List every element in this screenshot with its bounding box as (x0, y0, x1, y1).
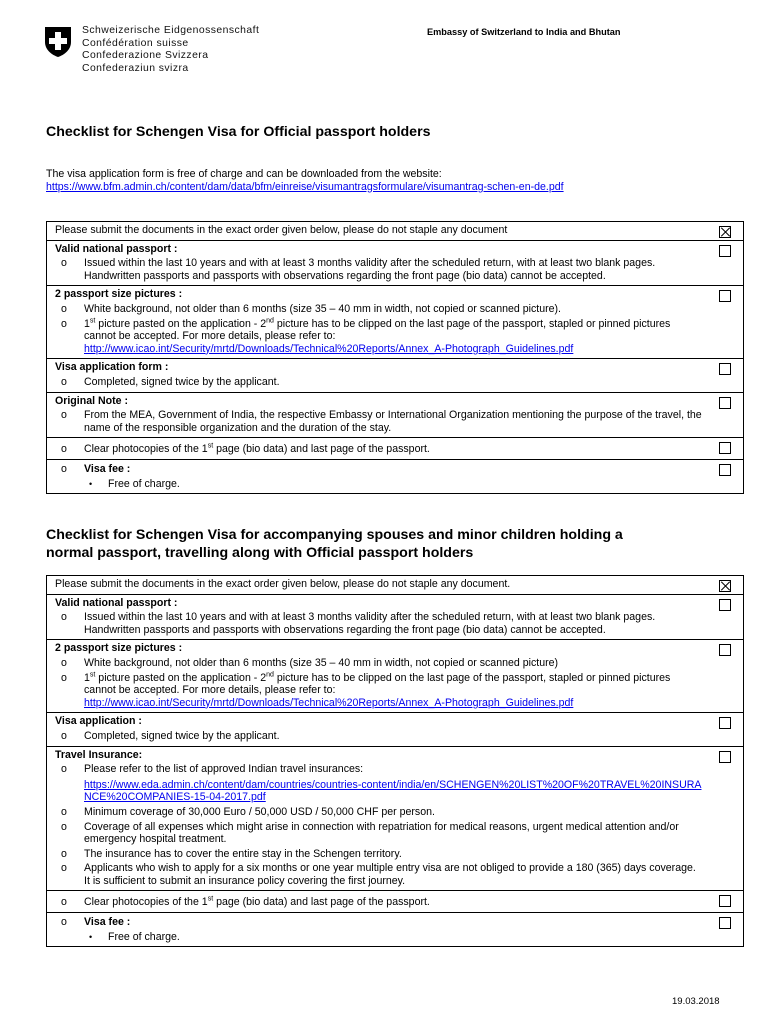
submit-instruction: Please submit the documents in the exact order given below, please do not staple any document. (55, 578, 511, 590)
insurance-row (47, 746, 743, 891)
form-checkbox[interactable] (719, 363, 731, 375)
list-item: o The insurance has to cover the entire stay in the Schengen territory. (61, 847, 402, 860)
list-item: o Clear photocopies of the 1st page (bio data) and last page of the passport. (61, 895, 430, 909)
section2-checklist (46, 575, 744, 947)
list-item: o Completed, signed twice by the applicant. (61, 375, 280, 388)
pictures-checkbox[interactable] (719, 290, 731, 302)
section2-title-line1: Checklist for Schengen Visa for accompanying spouses and minor children holding a (46, 527, 623, 543)
list-item: • Free of charge. (89, 930, 180, 943)
checked-checkbox[interactable] (719, 226, 731, 238)
confederation-rm: Confederaziun svizra (82, 62, 189, 74)
fee-checkbox[interactable] (719, 917, 731, 929)
form-heading: Visa application form : (55, 361, 169, 374)
confederation-it: Confederazione Svizzera (82, 50, 209, 62)
section2-title (46, 526, 623, 562)
submit-row (47, 576, 743, 594)
list-item: o Applicants who wish to apply for a six months or one year multiple entry visa are not obliged to provide a 180 (365) days coverage. It is sufficient to submit an insurance policy covering the first journey. (61, 862, 696, 887)
confederation-fr: Confédération suisse (82, 37, 189, 49)
insurance-list-link[interactable]: https://www.eda.admin.ch/content/dam/countries/countries-content/india/en/SCHENGEN%20LIST%20OF%20TRAVEL%20INSURANCE%20COMPANIES-15-04-2017.pdf (84, 778, 702, 804)
section1-checklist (46, 221, 744, 494)
visa-form-link[interactable]: https://www.bfm.admin.ch/content/dam/data/bfm/einreise/visumantragsformulare/visumantrag-schen-en-de.pdf (46, 180, 564, 193)
section2-title-line2: normal passport, travelling along with Official passport holders (46, 545, 474, 561)
confederation-de: Schweizerische Eidgenossenschaft (82, 25, 260, 36)
swiss-coat-of-arms-icon (44, 26, 72, 58)
pictures-row (47, 285, 743, 358)
list-item: o Issued within the last 10 years and with at least 3 months validity after the scheduled return, with at least two blank pages. Handwritten passports and passports with observations regarding the front page (bio data) cannot be accepted. (61, 611, 656, 636)
fee-heading: o Visa fee : (61, 916, 131, 929)
list-item: o White background, not older than 6 months (size 35 – 40 mm in width, not copied or scanned picture). (61, 302, 561, 315)
list-item: o Please refer to the list of approved Indian travel insurances: https://www.eda.admin.ch/content/dam/countries/countries-content/india/en/SCHENGEN%20LIST%20OF%20TRAVEL%20INSURANCE%20COMPANIES-15-04-2017.pdf (61, 763, 702, 804)
pictures-row (47, 639, 743, 712)
copies-row (47, 437, 743, 459)
passport-heading: Valid national passport : (55, 242, 178, 255)
submit-row (47, 222, 743, 240)
form-row (47, 712, 743, 745)
letterhead (44, 24, 744, 80)
list-item: o Completed, signed twice by the applicant. (61, 729, 280, 742)
list-item: o Coverage of all expenses which might arise in connection with repatriation for medical reasons, urgent medical attention and/or emergency hospital treatment. (61, 820, 679, 846)
section1-title: Checklist for Schengen Visa for Official passport holders (46, 124, 431, 140)
fee-heading: o Visa fee : (61, 462, 131, 475)
passport-row (47, 240, 743, 286)
submit-instruction: Please submit the documents in the exact order given below, please do not staple any document (55, 224, 508, 236)
passport-row (47, 594, 743, 640)
list-item: o Issued within the last 10 years and with at least 3 months validity after the scheduled return, with at least two blank pages. Handwritten passports and passports with observations regarding the front page (bio data) cannot be accepted. (61, 257, 656, 282)
note-checkbox[interactable] (719, 397, 731, 409)
copies-checkbox[interactable] (719, 895, 731, 907)
list-item: o Minimum coverage of 30,000 Euro / 50,000 USD / 50,000 CHF per person. (61, 805, 435, 818)
passport-checkbox[interactable] (719, 245, 731, 257)
note-row (47, 392, 743, 438)
list-item: o 1st picture pasted on the application - 2nd picture has to be clipped on the last page of the passport, stapled or pinned pictures cannot be accepted. For more details, please refer to: http://www.icao.int/Security/mrtd/Downloads/Technical%20Reports/Annex_A-Photograph_Guidelines.pdf (61, 317, 671, 355)
icao-link[interactable]: http://www.icao.int/Security/mrtd/Downloads/Technical%20Reports/Annex_A-Photograph_Guidelines.pdf (84, 696, 574, 709)
note-heading: Original Note : (55, 394, 128, 407)
fee-row (47, 912, 743, 946)
pictures-heading: 2 passport size pictures : (55, 642, 183, 655)
list-item: o White background, not older than 6 months (size 35 – 40 mm in width, not copied or scanned picture) (61, 656, 559, 669)
copies-row (47, 890, 743, 912)
passport-checkbox[interactable] (719, 599, 731, 611)
embassy-name: Embassy of Switzerland to India and Bhutan (427, 27, 621, 37)
copies-checkbox[interactable] (719, 442, 731, 454)
list-item: o 1st picture pasted on the application - 2nd picture has to be clipped on the last page of the passport, stapled or pinned pictures cannot be accepted. For more details, please refer to: http://www.icao.int/Security/mrtd/Downloads/Technical%20Reports/Annex_A-Photograph_Guidelines.pdf (61, 671, 671, 709)
list-item: • Free of charge. (89, 477, 180, 490)
pictures-heading: 2 passport size pictures : (55, 288, 183, 301)
list-item: o Clear photocopies of the 1st page (bio data) and last page of the passport. (61, 442, 430, 456)
passport-heading: Valid national passport : (55, 596, 178, 609)
checked-checkbox[interactable] (719, 580, 731, 592)
fee-checkbox[interactable] (719, 464, 731, 476)
intro-text (46, 168, 746, 193)
form-row (47, 358, 743, 391)
list-item: o From the MEA, Government of India, the respective Embassy or International Organization mentioning the purpose of the travel, the name of the responsible organization and the duration of the stay. (61, 409, 702, 434)
fee-row (47, 459, 743, 493)
insurance-checkbox[interactable] (719, 751, 731, 763)
form-checkbox[interactable] (719, 717, 731, 729)
pictures-checkbox[interactable] (719, 644, 731, 656)
confederation-names (82, 25, 259, 75)
intro-sentence: The visa application form is free of charge and can be downloaded from the website: (46, 168, 442, 180)
form-heading: Visa application : (55, 715, 142, 728)
icao-link[interactable]: http://www.icao.int/Security/mrtd/Downloads/Technical%20Reports/Annex_A-Photograph_Guidelines.pdf (84, 342, 574, 355)
footer-date: 19.03.2018 (672, 996, 720, 1007)
insurance-heading: Travel Insurance: (55, 748, 143, 761)
